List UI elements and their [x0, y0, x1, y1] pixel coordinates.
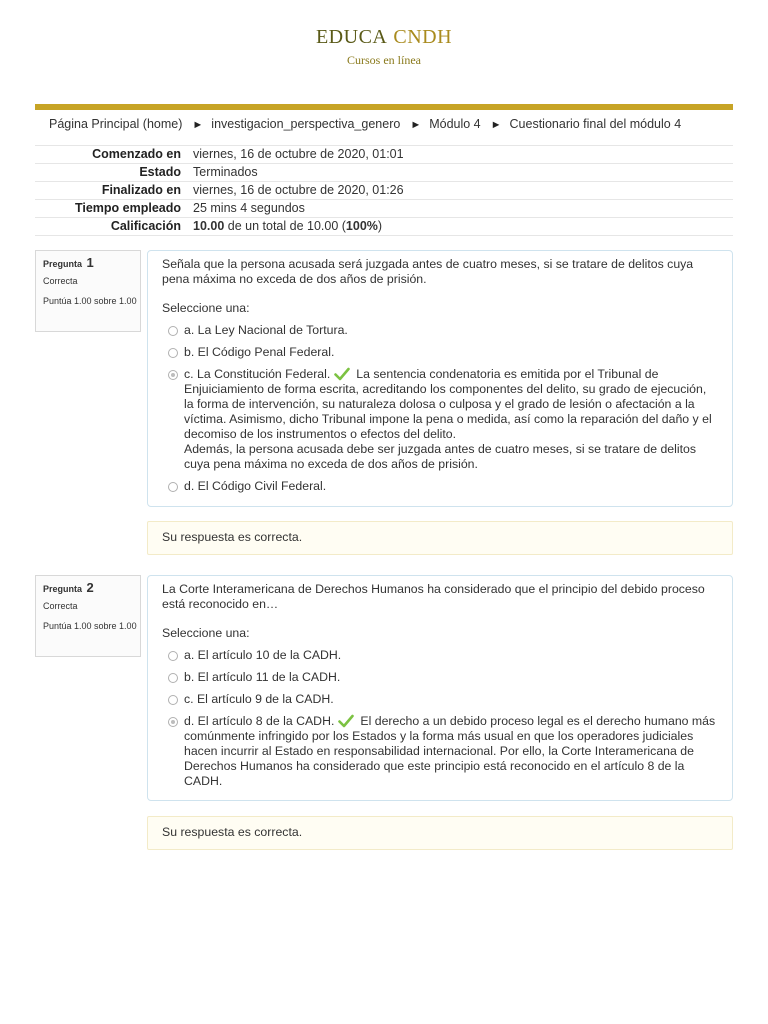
- answer-option[interactable]: [162, 479, 718, 494]
- question-1-outcome: [147, 521, 733, 555]
- question-grade: Puntúa 1.00 sobre 1.00: [43, 296, 137, 306]
- question-grade: Puntúa 1.00 sobre 1.00: [43, 621, 137, 631]
- started-value: viernes, 16 de octubre de 2020, 01:01: [193, 146, 733, 164]
- grade-total-text: de un total de 10.00 (: [227, 219, 346, 233]
- question-2-outcome: [147, 816, 733, 850]
- outcome-text: Su respuesta es correcta.: [162, 825, 303, 839]
- radio-button[interactable]: [168, 326, 178, 336]
- answer-feedback: La sentencia condenatoria es emitida por el Tribunal de Enjuiciamiento de forma escrita, acreditando los componentes del delito, su grado de ejecución, la forma de intervención, su naturaleza dolosa o culposa y el grado de lesión o afectación a la víctima. Asimismo, dicho Tribunal impone la pena o medida, así como la reparación del daño y el decomiso de los instrumentos o efectos del delito.: [184, 367, 712, 441]
- brand-main: EDUCA: [315, 26, 388, 48]
- summary-row-finished: [35, 182, 733, 200]
- select-one-prompt: Seleccione una:: [162, 626, 250, 640]
- summary-row-state: [35, 164, 733, 182]
- state-label: Estado: [35, 164, 193, 182]
- answer-option[interactable]: [162, 323, 718, 338]
- breadcrumb-quiz[interactable]: Cuestionario final del módulo 4: [509, 117, 682, 131]
- answer-feedback: El derecho a un debido proceso legal es el derecho humano más comúnmente infringido por los Estados y la forma más usual en que los operadores judiciales hacen incurrir al Estado en responsabilidad internacional. Por ello, la Corte Interamericana de Derechos Humanos ha considerado que este principio está reconocido en el artículo 8 de la CADH.: [184, 714, 716, 788]
- breadcrumb-home[interactable]: Página Principal (home): [49, 117, 183, 131]
- grade-percent: 100%: [345, 219, 378, 233]
- answer-label: a. El artículo 10 de la CADH.: [184, 648, 342, 662]
- radio-button[interactable]: [168, 673, 178, 683]
- breadcrumb-module[interactable]: Módulo 4: [429, 117, 481, 131]
- answer-option[interactable]: [162, 648, 718, 663]
- grade-value: [193, 218, 733, 236]
- radio-button[interactable]: [168, 348, 178, 358]
- grade-label: Calificación: [35, 218, 193, 236]
- grade-score: 10.00: [193, 219, 225, 233]
- started-label: Comenzado en: [35, 146, 193, 164]
- brand-accent: CNDH: [393, 26, 453, 48]
- answer-label: a. La Ley Nacional de Tortura.: [184, 323, 348, 337]
- radio-button[interactable]: [168, 695, 178, 705]
- question-2-content: [147, 575, 733, 801]
- radio-button[interactable]: [168, 482, 178, 492]
- site-tagline: Cursos en línea: [347, 53, 421, 67]
- answer-option[interactable]: [162, 670, 718, 685]
- triangle-right-icon: ►: [192, 119, 204, 131]
- time-value: 25 mins 4 segundos: [193, 200, 733, 218]
- answer-label: c. La Constitución Federal.: [184, 367, 331, 381]
- answer-option[interactable]: [162, 692, 718, 707]
- question-text: La Corte Interamericana de Derechos Humanos ha considerado que el principio del debido proceso está reconocido en…: [162, 582, 705, 611]
- triangle-right-icon: ►: [490, 119, 502, 131]
- grade-close: ): [377, 219, 383, 233]
- select-one-prompt: Seleccione una:: [162, 301, 250, 315]
- site-header: [0, 26, 768, 68]
- answer-label: b. El Código Penal Federal.: [184, 345, 335, 359]
- question-number: [43, 580, 140, 595]
- checkmark-icon: [338, 714, 354, 728]
- radio-button-checked[interactable]: [168, 370, 178, 380]
- question-number-value: 1: [86, 255, 94, 270]
- outcome-text: Su respuesta es correcta.: [162, 530, 303, 544]
- answer-label: b. El artículo 11 de la CADH.: [184, 670, 341, 684]
- answer-body: [184, 367, 718, 472]
- answer-label: d. El artículo 8 de la CADH.: [184, 714, 335, 728]
- answer-option[interactable]: [162, 345, 718, 360]
- question-number-value: 2: [86, 580, 94, 595]
- attempt-summary-table: [35, 145, 733, 236]
- question-text: Señala que la persona acusada será juzgada antes de cuatro meses, si se tratare de delitos cuya pena máxima no exceda de dos años de prisión.: [162, 257, 694, 286]
- breadcrumb-course[interactable]: investigacion_perspectiva_genero: [211, 117, 401, 131]
- state-value: Terminados: [193, 164, 733, 182]
- finished-label: Finalizado en: [35, 182, 193, 200]
- time-label: Tiempo empleado: [35, 200, 193, 218]
- radio-button-checked[interactable]: [168, 717, 178, 727]
- question-1-content: [147, 250, 733, 507]
- question-number: [43, 255, 140, 270]
- summary-row-grade: [35, 218, 733, 236]
- answer-label: c. El artículo 9 de la CADH.: [184, 692, 334, 706]
- breadcrumb: [49, 117, 681, 131]
- summary-row-time: [35, 200, 733, 218]
- summary-row-started: [35, 146, 733, 164]
- question-label: Pregunta: [43, 584, 83, 594]
- triangle-right-icon: ►: [410, 119, 422, 131]
- answer-feedback-extra: Además, la persona acusada debe ser juzgada antes de cuatro meses, si se tratare de delitos cuya pena máxima no exceda de dos años de prisión.: [184, 442, 696, 471]
- question-state: Correcta: [43, 601, 78, 611]
- question-2-info: [35, 575, 141, 657]
- radio-button[interactable]: [168, 651, 178, 661]
- finished-value: viernes, 16 de octubre de 2020, 01:26: [193, 182, 733, 200]
- header-divider: [35, 104, 733, 110]
- answer-label: d. El Código Civil Federal.: [184, 479, 327, 493]
- question-label: Pregunta: [43, 259, 83, 269]
- site-logo[interactable]: [0, 26, 768, 49]
- answer-body: [184, 714, 718, 789]
- answer-option-selected[interactable]: [162, 714, 718, 789]
- question-state: Correcta: [43, 276, 78, 286]
- checkmark-icon: [334, 367, 350, 381]
- question-1-info: [35, 250, 141, 332]
- answer-option-selected[interactable]: [162, 367, 718, 472]
